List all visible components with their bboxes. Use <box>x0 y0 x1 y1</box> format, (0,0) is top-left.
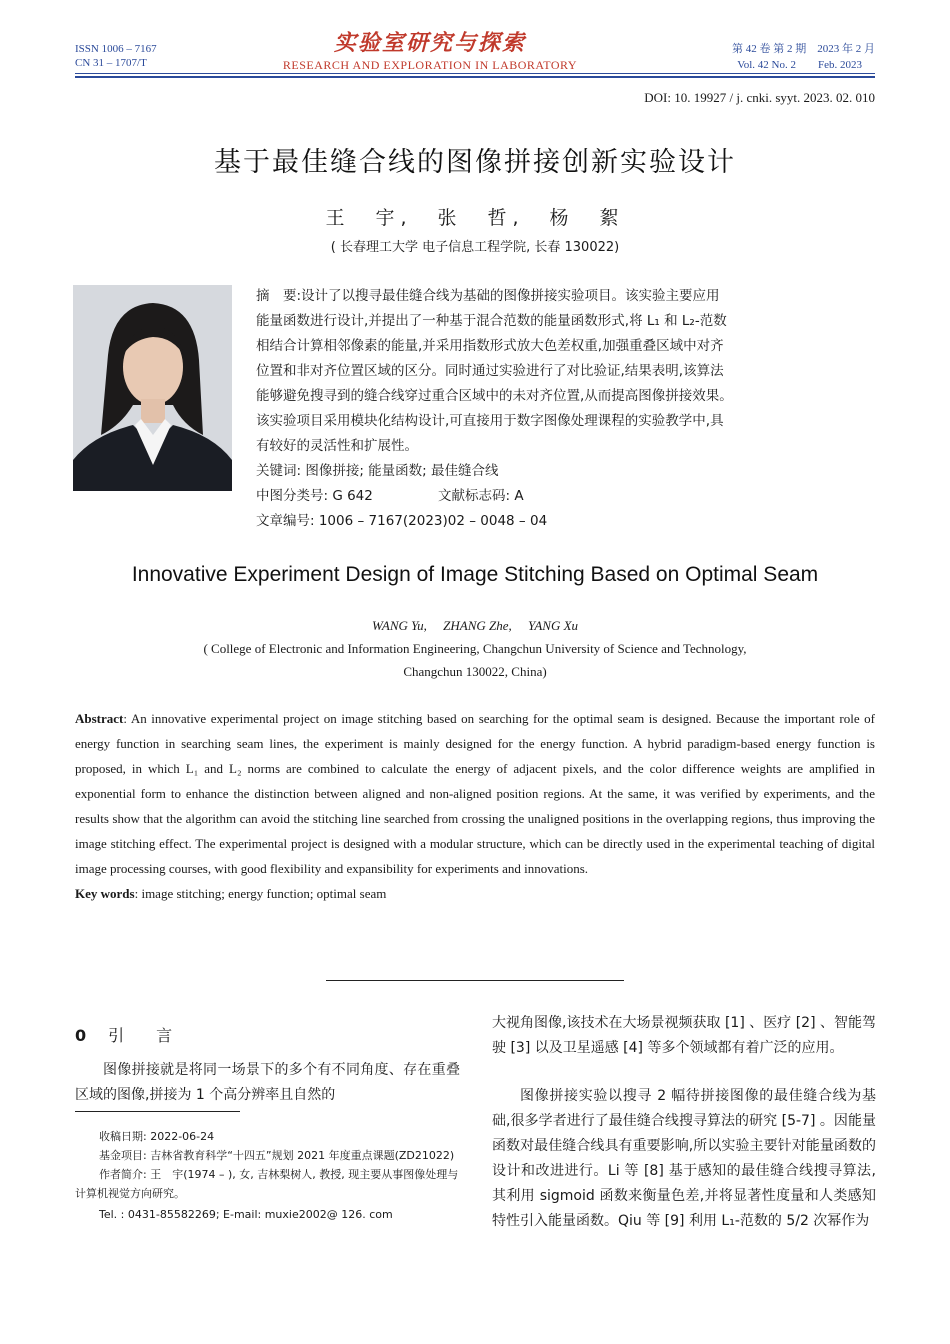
article-number: 文章编号: 1006 – 7167(2023)02 – 0048 – 04 <box>256 513 548 529</box>
footnote-contact: Tel. : 0431-85582269; E-mail: muxie2002@ 126. com <box>99 1208 393 1221</box>
clc-number: 中图分类号: G 642 <box>256 488 373 504</box>
abstract-cn-line-4: 位置和非对齐位置区域的区分。同时通过实验进行了对比验证,结果表明,该算法 <box>256 363 724 379</box>
abstract-cn-line-5: 能够避免搜寻到的缝合线穿过重合区域中的未对齐位置,从而提高图像拼接效果。 <box>256 388 733 404</box>
issn-text: ISSN 1006 – 7167 <box>75 43 157 55</box>
abstract-cn-line-2: 能量函数进行设计,并提出了一种基于混合范数的能量函数形式,将 L₁ 和 L₂-范数 <box>256 313 727 329</box>
footnotes <box>75 1127 460 1224</box>
intro-paragraph-3: 图像拼接实验以搜寻 2 幅待拼接图像的最佳缝合线为基础,很多学者进行了最佳缝合线搜寻算法的研究 [5-7] 。因能量函数对最佳缝合线具有重要影响,所以实验主要针对能量函数的设计和改进进行。Li 等 [8] 基于感知的最佳缝合线搜寻算法,其利用 sigmoid 函数来衡量色差,并将显著性度量和人类感知特性引入能量函数。Qiu 等 [9] 利用 L₁-范数的 5/2 次幂作为 <box>492 1088 876 1229</box>
authors-cn: 王 宇, 张 哲, 杨 絮 <box>325 207 625 229</box>
authors-en: WANG Yu, ZHANG Zhe, YANG Xu <box>371 618 579 633</box>
keywords-en: Key words: image stitching; energy function; optimal seam <box>75 886 387 901</box>
abstract-cn-line-3: 相结合计算相邻像素的能量,并采用指数形式放大色差权重,加强重叠区域中对齐 <box>256 338 724 354</box>
journal-logo: 实验室研究与探索 <box>333 30 526 56</box>
abstract-en-label: Abstract <box>75 711 124 726</box>
issue-en: Vol. 42 No. 2 Feb. 2023 <box>737 59 862 71</box>
page-title: 基于最佳缝合线的图像拼接创新实验设计 <box>214 147 736 178</box>
abstract-cn-line-6: 该实验项目采用模块化结构设计,可直接用于数字图像处理课程的实验教学中,具 <box>256 413 724 429</box>
doi-text: DOI: 10. 19927 / j. cnki. syyt. 2023. 02. 010 <box>644 90 875 105</box>
abstract-cn-line-1: 摘 要:设计了以搜寻最佳缝合线为基础的图像拼接实验项目。该实验主要应用 <box>256 288 720 304</box>
author-photo <box>73 285 232 491</box>
header-rule-thick <box>75 76 875 78</box>
classification-row <box>256 484 856 509</box>
document-code: 文献标志码: A <box>438 488 524 504</box>
abstract-en <box>75 706 875 906</box>
intro-paragraph-1: 图像拼接就是将同一场景下的多个有不同角度、存在重叠区域的图像,拼接为 1 个高分辨率且自然的 <box>75 1062 460 1103</box>
intro-paragraph-2: 大视角图像,该技术在大场景视频获取 [1] 、医疗 [2] 、智能驾驶 [3] 以及卫星遥感 [4] 等多个领域都有着广泛的应用。 <box>492 1015 876 1056</box>
footnote-received: 收稿日期: 2022-06-24 <box>99 1130 215 1143</box>
abstract-en-paragraph <box>75 706 875 881</box>
title-en: Innovative Experiment Design of Image Stitching Based on Optimal Seam <box>131 563 819 586</box>
section-divider <box>326 980 624 981</box>
affiliation-cn: ( 长春理工大学 电子信息工程学院, 长春 130022) <box>330 240 620 255</box>
author-portrait-image <box>73 285 232 491</box>
footnote-fund: 基金项目: 吉林省教育科学“十四五”规划 2021 年度重点课题(ZD21022) <box>99 1149 455 1162</box>
footnote-rule <box>75 1111 240 1112</box>
keywords-en-label: Key words <box>75 886 135 901</box>
abstract-cn-label: 摘 要: <box>256 288 302 304</box>
abstract-cn <box>256 284 856 534</box>
keywords-cn: 关键词: 图像拼接; 能量函数; 最佳缝合线 <box>256 463 499 479</box>
issue-cn: 第 42 卷 第 2 期 2023 年 2 月 <box>732 43 875 55</box>
abstract-cn-line-7: 有较好的灵活性和扩展性。 <box>256 438 418 454</box>
journal-english-name: RESEARCH AND EXPLORATION IN LABORATORY <box>282 58 578 72</box>
section-heading: 0 引 言 <box>75 1026 181 1045</box>
footnote-author: 作者简介: 王 宇(1974 – ), 女, 吉林梨树人, 教授, 现主要从事图像处理与计算机视觉方向研究。 <box>75 1168 459 1200</box>
affiliation-en: ( College of Electronic and Information Engineering, Changchun University of Science and Technology, Changchun 130022, China) <box>203 641 747 679</box>
abstract-en-text: : An innovative experimental project on image stitching based on searching for the optimal seam is designed. Because the important role of energy function in searching seam lines, the experiment is mainly designed for the energy function. A hybrid paradigm-based energy function is proposed, in which L₁ and L₂ norms are combined to calculate the energy of adjacent pixels, and the color difference weights are amplified in exponential form to enhance the distinction between aligned and non-aligned position regions. At the same, it was verified by experiments, and the results show that the algorithm can avoid the stitching line searched from crossing the unaligned positions in the overlapping regions, thus improving the image stitching effect. The experimental project is designed with a modular structure, which can be directly used in the experimental teaching of digital image processing courses, with good flexibility and expansibility for experiments and innovations. <box>75 711 875 876</box>
cn-text: CN 31 – 1707/T <box>75 57 147 69</box>
header-rule <box>75 73 875 74</box>
